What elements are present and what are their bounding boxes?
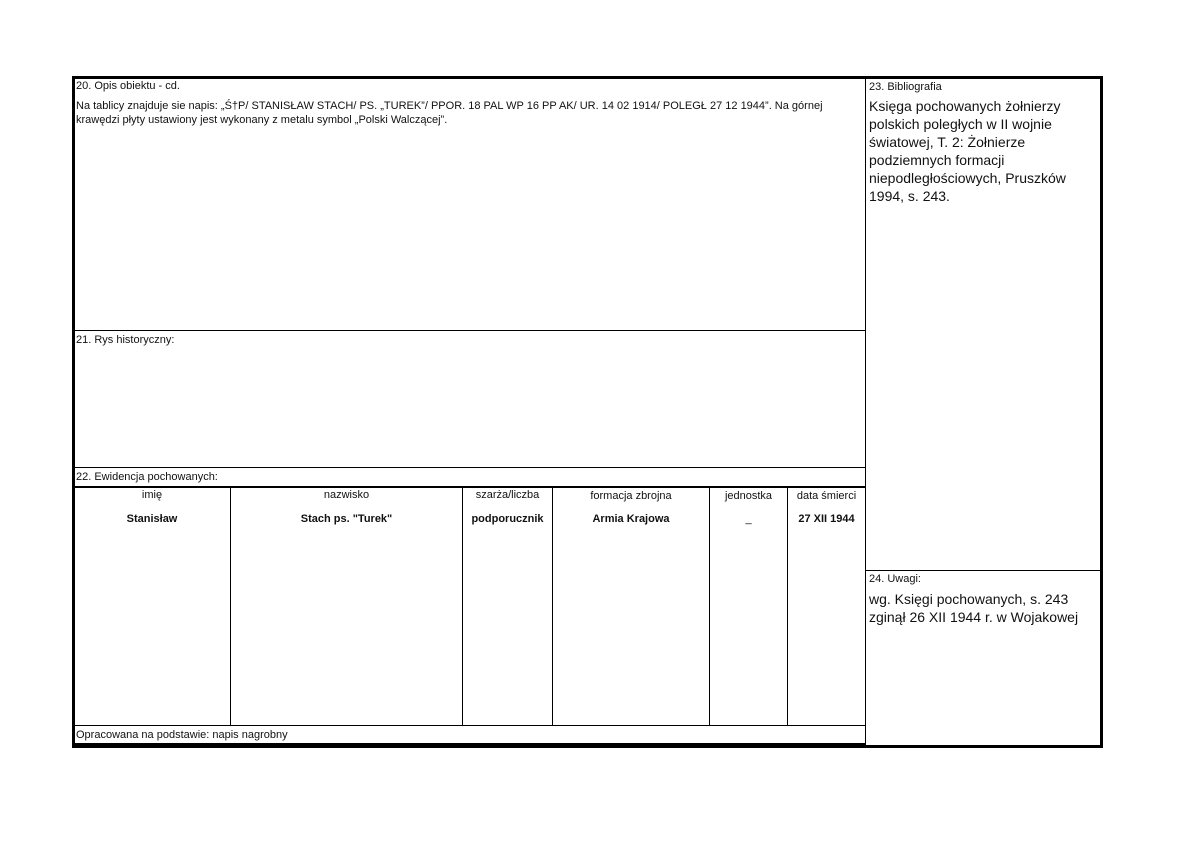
cell-jednostka: _ — [745, 513, 752, 525]
table-bottom-line — [73, 725, 865, 726]
section-23-text: Księga pochowanych żołnierzy polskich poległych w II wojnie światowej, T. 2: Żołnierze podziemnych formacji niepodległościowych, Pruszków 1994, s. 243. — [869, 98, 1066, 204]
section-22-label: 22. Ewidencja pochowanych: — [76, 471, 218, 483]
section-24-line-1: wg. Księgi pochowanych, s. 243 — [869, 591, 1069, 607]
section-20-text: Na tablicy znajduje sie napis: „Ś†P/ STANISŁAW STACH/ PS. „TUREK”/ PPOR. 18 PAL WP 16 PP AK/ UR. 14 02 1914/ POLEGŁ 27 12 1944”. Na górnej krawędzi płyty ustawiony jest wykonany z metalu symbol „Polski Walczącej”. — [76, 100, 823, 126]
footer-source: Opracowana na podstawie: napis nagrobny — [76, 729, 288, 741]
section-21-label: 21. Rys historyczny: — [76, 334, 175, 346]
section-23-label: 23. Bibliografia — [869, 81, 942, 93]
header-imie: imię — [141, 489, 163, 501]
section-24-line-2: zginął 26 XII 1944 r. w Wojakowej — [869, 609, 1079, 625]
cell-formacja: Armia Krajowa — [592, 513, 670, 525]
footer-bottom-line — [73, 743, 866, 745]
cell-nazwisko: Stach ps. "Turek" — [300, 513, 393, 525]
header-formacja: formacja zbrojna — [590, 490, 672, 502]
cell-imie: Stanisław — [126, 513, 178, 525]
section-20-label: 20. Opis obiektu - cd. — [76, 80, 180, 92]
section-24-label: 24. Uwagi: — [869, 573, 921, 585]
header-szarza: szarża/liczba — [475, 489, 540, 501]
header-jednostka: jednostka — [724, 490, 773, 502]
table-top-line — [73, 486, 865, 488]
cell-szarza: podporucznik — [471, 513, 544, 525]
right-column-divider — [865, 77, 866, 747]
header-nazwisko: nazwisko — [323, 489, 370, 501]
cell-data-smierci: 27 XII 1944 — [798, 513, 855, 525]
divider-21-22 — [73, 467, 865, 468]
divider-23-24 — [866, 570, 1101, 571]
divider-20-21 — [73, 330, 865, 331]
header-data-smierci: data śmierci — [796, 490, 857, 502]
